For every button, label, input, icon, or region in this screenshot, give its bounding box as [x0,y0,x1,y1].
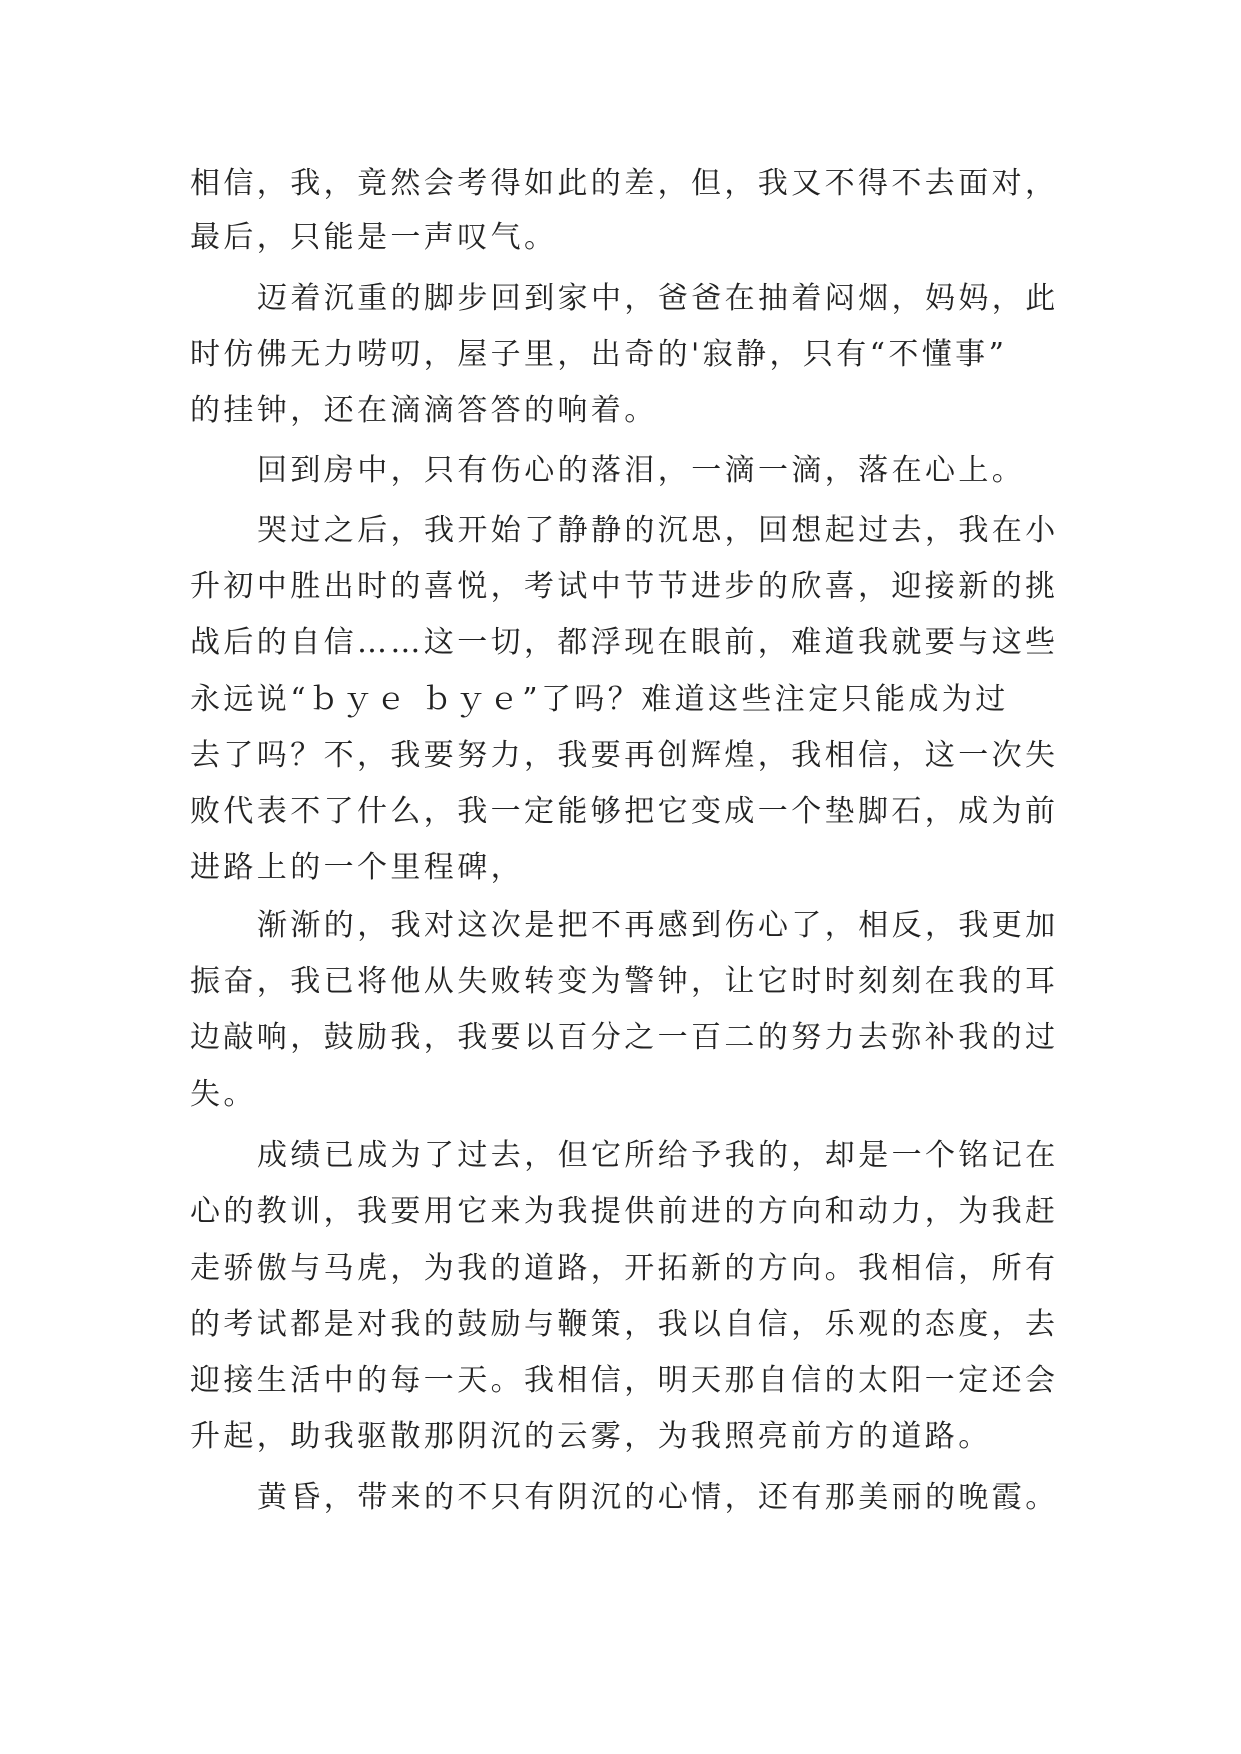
text-line: 去了吗？不，我要努力，我要再创辉煌，我相信，这一次失 [190,738,1059,773]
text-line: 的挂钟，还在滴滴答答的响着。 [190,393,658,428]
text-line: 升起，助我驱散那阴沉的云雾，为我照亮前方的道路。 [190,1419,992,1454]
text-line: 相信，我，竟然会考得如此的差，但，我又不得不去面对， [190,166,1059,201]
paragraph-first-line: 回到房中，只有伤心的落泪，一滴一滴，落在心上。 [257,453,1026,488]
text-line: 振奋，我已将他从失败转变为警钟，让它时时刻刻在我的耳 [190,964,1059,999]
text-line: 时仿佛无力唠叨，屋子里，出奇的'寂静，只有“不懂事” [190,337,1008,372]
text-line: 败代表不了什么，我一定能够把它变成一个垫脚石，成为前 [190,794,1059,829]
text-line: 升初中胜出时的喜悦，考试中节节进步的欣喜，迎接新的挑 [190,569,1059,604]
text-line: 战后的自信……这一切，都浮现在眼前，难道我就要与这些 [190,625,1059,660]
text-line: 迎接生活中的每一天。我相信，明天那自信的太阳一定还会 [190,1363,1059,1398]
text-line: 边敲响，鼓励我，我要以百分之一百二的努力去弥补我的过 [190,1020,1059,1055]
paragraph-first-line: 成绩已成为了过去，但它所给予我的，却是一个铭记在 [257,1138,1059,1173]
paragraph-first-line: 渐渐的，我对这次是把不再感到伤心了，相反，我更加 [257,908,1059,943]
paragraph-first-line: 迈着沉重的脚步回到家中，爸爸在抽着闷烟，妈妈，此 [257,281,1059,316]
text-line: 的考试都是对我的鼓励与鞭策，我以自信，乐观的态度，去 [190,1307,1059,1342]
text-line: 失。 [190,1077,257,1112]
paragraph-first-line: 哭过之后，我开始了静静的沉思，回想起过去，我在小 [257,513,1059,548]
text-line: 心的教训，我要用它来为我提供前进的方向和动力，为我赶 [190,1194,1059,1229]
text-line: 最后，只能是一声叹气。 [190,220,558,255]
text-line: 走骄傲与马虎，为我的道路，开拓新的方向。我相信，所有 [190,1251,1059,1286]
paragraph-first-line: 黄昏，带来的不只有阴沉的心情，还有那美丽的晚霞。 [257,1480,1059,1515]
text-line: 永远说“ｂｙｅ ｂｙｅ”了吗？难道这些注定只能成为过 [190,682,1009,717]
text-line: 进路上的一个里程碑， [190,850,524,885]
